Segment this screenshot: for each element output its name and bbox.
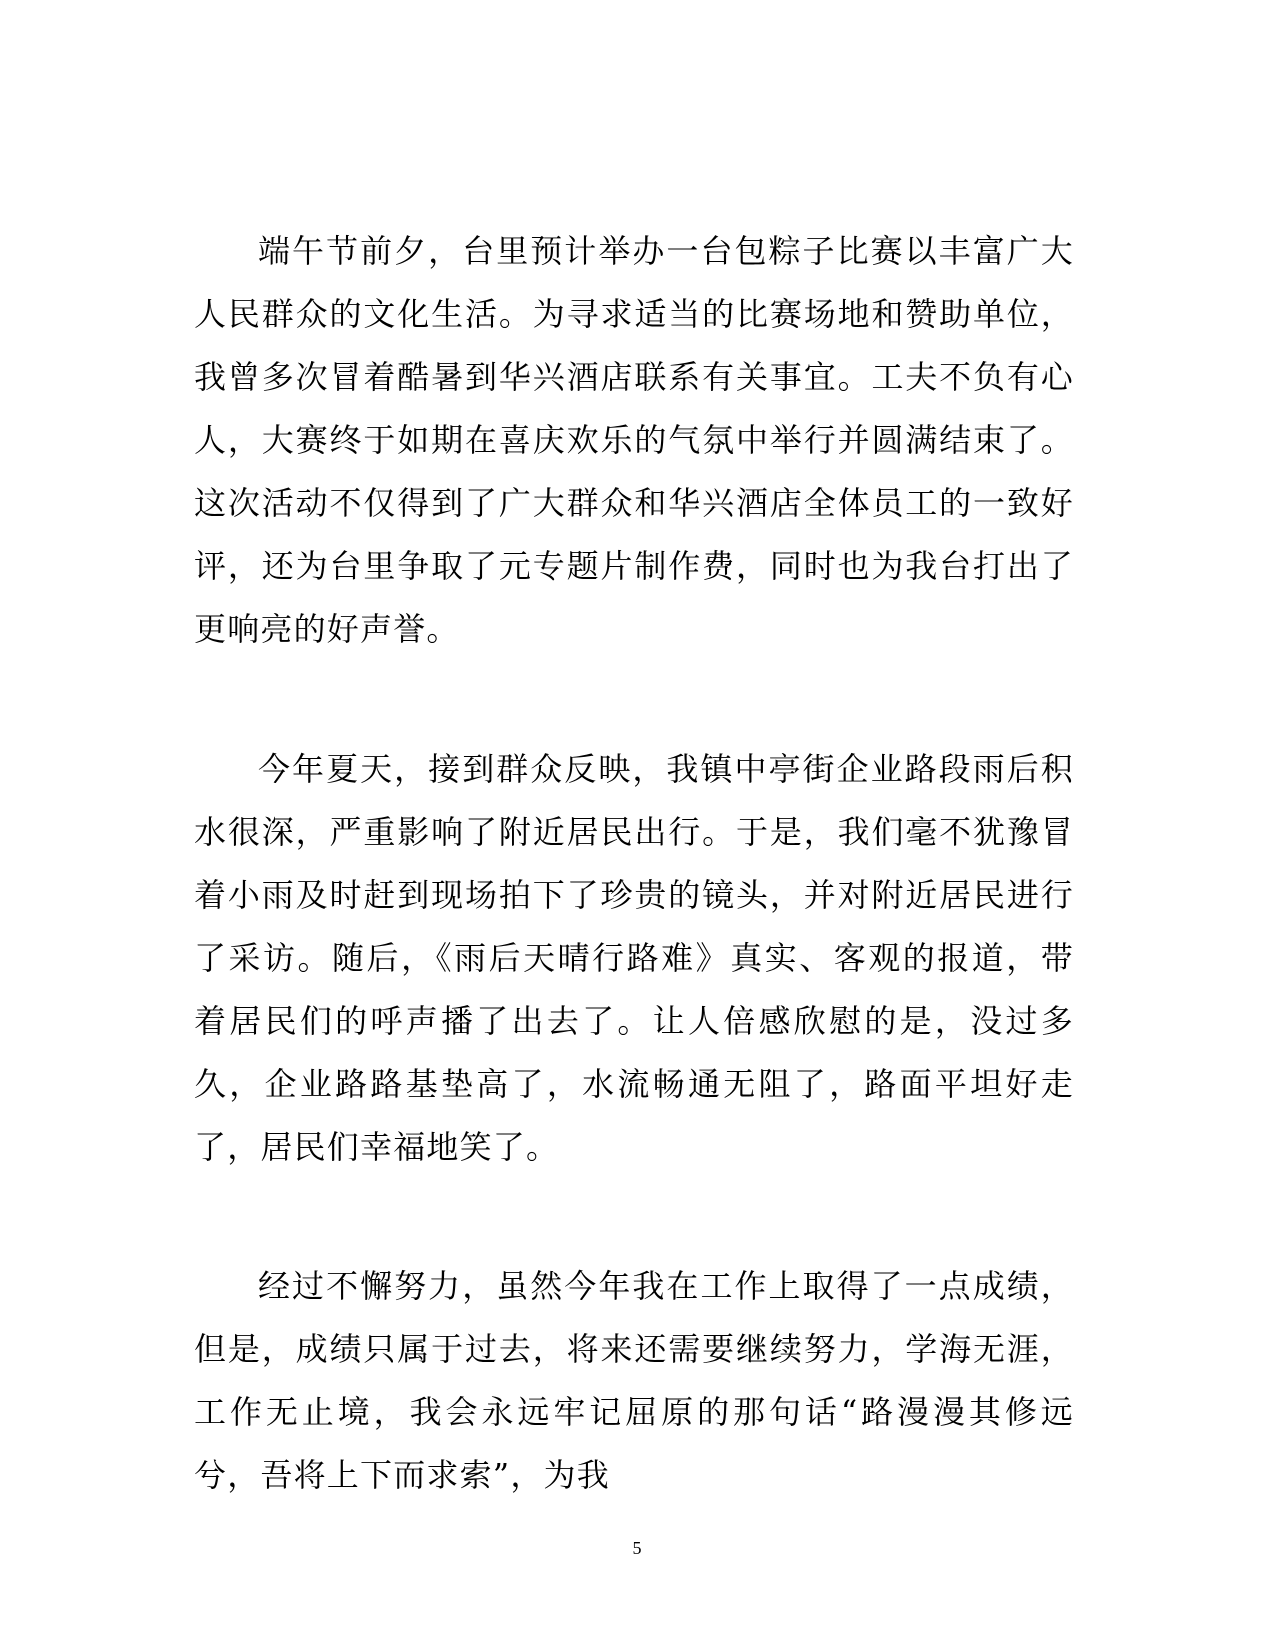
paragraph-road-flooding-report: 今年夏天，接到群众反映，我镇中亭街企业路段雨后积水很深，严重影响了附近居民出行。于是，我们毫不犹豫冒着小雨及时赶到现场拍下了珍贵的镜头，并对附近居民进行了采访。随后，《雨后天晴行路难》真实、客观的报道，带着居民们的呼声播了出去了。让人倍感欣慰的是，没过多久，企业路路基垫高了，水流畅通无阻了，路面平坦好走了，居民们幸福地笑了。 (194, 750, 1074, 1166)
paragraph-dragon-boat-contest: 端午节前夕，台里预计举办一台包粽子比赛以丰富广大人民群众的文化生活。为寻求适当的比赛场地和赞助单位，我曾多次冒着酷暑到华兴酒店联系有关事宜。工夫不负有心人，大赛终于如期在喜庆欢乐的气氛中举行并圆满结束了。这次活动不仅得到了广大群众和华兴酒店全体员工的一致好评，还为台里争取了元专题片制作费，同时也为我台打出了更响亮的好声誉。 (194, 232, 1074, 648)
paragraph-conclusion: 经过不懈努力，虽然今年我在工作上取得了一点成绩，但是，成绩只属于过去，将来还需要继续努力，学海无涯，工作无止境，我会永远牢记屈原的那句话“路漫漫其修远兮，吾将上下而求索”，为我 (194, 1267, 1074, 1494)
page-number: 5 (632, 1538, 642, 1558)
